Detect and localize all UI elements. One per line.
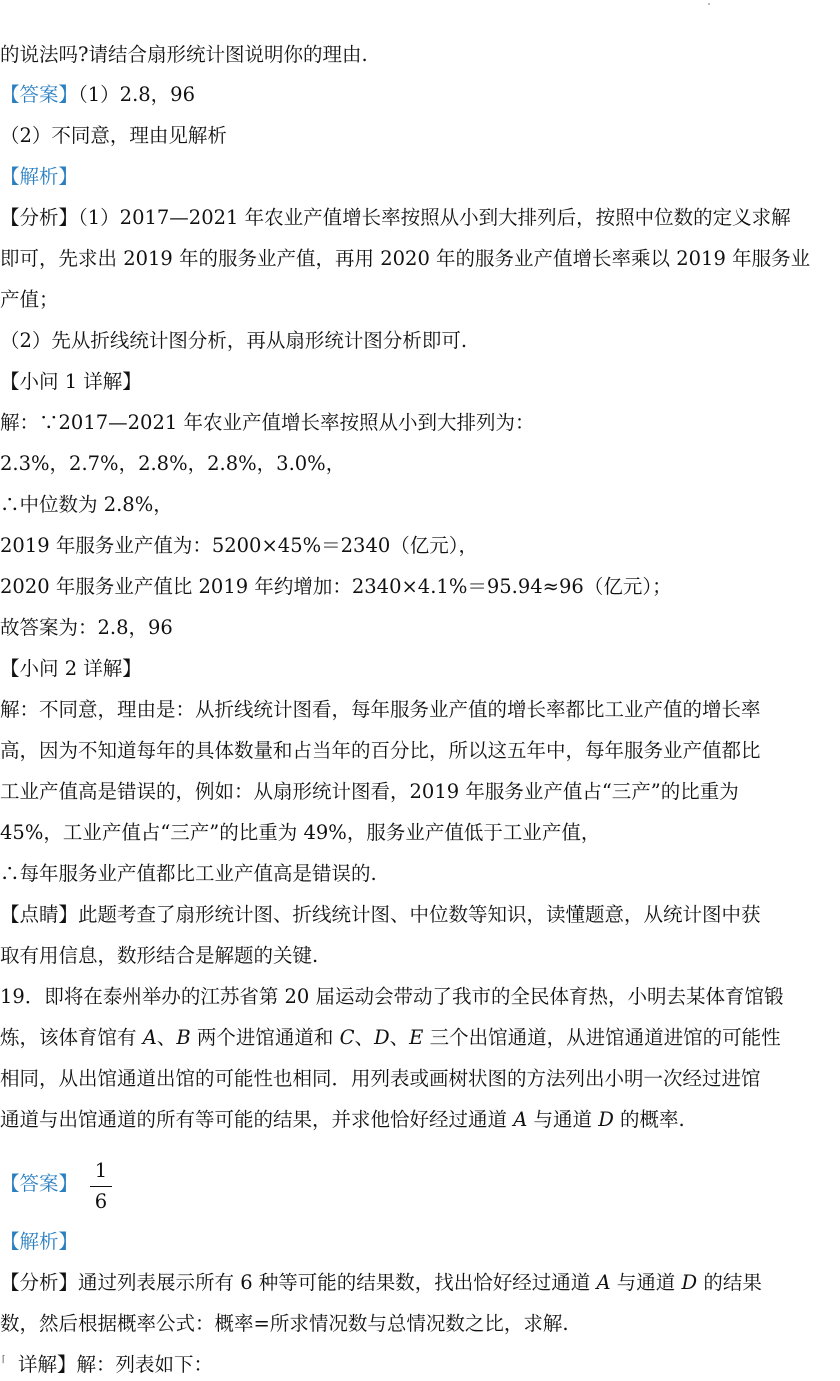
text-line: 故答案为：2.8，96 [0, 616, 173, 639]
text-line: 通道与出馆通道的所有等可能的结果，并求他恰好经过通道 A 与通道 D 的概率. [0, 1108, 685, 1131]
text-line: 高，因为不知道每年的具体数量和占当年的百分比，所以这五年中，每年服务业产值都比 [0, 739, 761, 762]
text-line: 【分析】通过列表展示所有 6 种等可能的结果数，找出恰好经过通道 A 与通道 D 的结果 [0, 1271, 762, 1294]
text-line: ∴每年服务业产值都比工业产值高是错误的. [0, 862, 377, 885]
text-line: 炼，该体育馆有 A、B 两个进馆通道和 C、D、E 三个出馆通道，从进馆通道进馆的可能性 [0, 1026, 781, 1049]
text-line: 详解】解：列表如下： [18, 1353, 214, 1376]
text-line: （2）不同意，理由见解析 [0, 124, 227, 147]
text-line: 工业产值高是错误的，例如：从扇形统计图看，2019 年服务业产值占“三产”的比重为 [0, 780, 739, 803]
text-line: 2019 年服务业产值为：5200×45%＝2340（亿元）， [0, 534, 479, 557]
text-line: 的说法吗?请结合扇形统计图说明你的理由. [0, 43, 368, 66]
answer-tag: 【答案】 [0, 1172, 79, 1195]
fraction-bar [90, 1186, 112, 1187]
text-line: 解：∵2017—2021 年农业产值增长率按照从小到大排列为： [0, 411, 535, 434]
text-line: 相同，从出馆通道出馆的可能性也相同．用列表或画树状图的方法列出小明一次经过进馆 [0, 1067, 761, 1090]
text-line: 即可，先求出 2019 年的服务业产值，再用 2020 年的服务业产值增长率乘以 2019 年服务业 [0, 247, 811, 270]
text-line: 数，然后根据概率公式：概率=所求情况数与总情况数之比，求解. [0, 1312, 569, 1335]
text-line: （2）先从折线统计图分析，再从扇形统计图分析即可. [0, 329, 468, 352]
bracket-mark: ⌈ [2, 1355, 6, 1365]
answer-line [0, 1171, 840, 1197]
analysis-heading: 【解析】 [0, 165, 79, 188]
scan-speck [708, 3, 710, 5]
text-line: 45%，工业产值占“三产”的比重为 49%，服务业产值低于工业产值， [0, 821, 601, 844]
answer-tag: 【答案】 [0, 83, 79, 106]
analysis-heading: 【解析】 [0, 1230, 79, 1253]
question-19: 19．即将在泰州举办的江苏省第 20 届运动会带动了我市的全民体育热，小明去某体育馆锻 [0, 985, 784, 1008]
subquestion-heading: 【小问 1 详解】 [0, 370, 142, 393]
fraction-numerator: 1 [94, 1159, 108, 1182]
fraction-denominator: 6 [94, 1190, 108, 1213]
text-line: 【点睛】此题考查了扇形统计图、折线统计图、中位数等知识，读懂题意，从统计图中获 [0, 903, 761, 926]
text-line: 解：不同意，理由是：从折线统计图看，每年服务业产值的增长率都比工业产值的增长率 [0, 698, 761, 721]
text-line: 2.3%，2.7%，2.8%，2.8%，3.0%， [0, 452, 346, 475]
answer-line: 【答案】（1）2.8，96 [0, 83, 195, 106]
subquestion-heading: 【小问 2 详解】 [0, 657, 142, 680]
text-line: 2020 年服务业产值比 2019 年约增加：2340×4.1%＝95.94≈96（亿元）； [0, 575, 672, 598]
text-line: 产值； [0, 288, 59, 311]
text-line: ∴中位数为 2.8%， [0, 493, 173, 516]
text-line: 取有用信息，数形结合是解题的关键. [0, 944, 319, 967]
answer-fraction [90, 1159, 112, 1214]
text-line: 【分析】（1）2017—2021 年农业产值增长率按照从小到大排列后，按照中位数的定义求解 [0, 206, 791, 229]
